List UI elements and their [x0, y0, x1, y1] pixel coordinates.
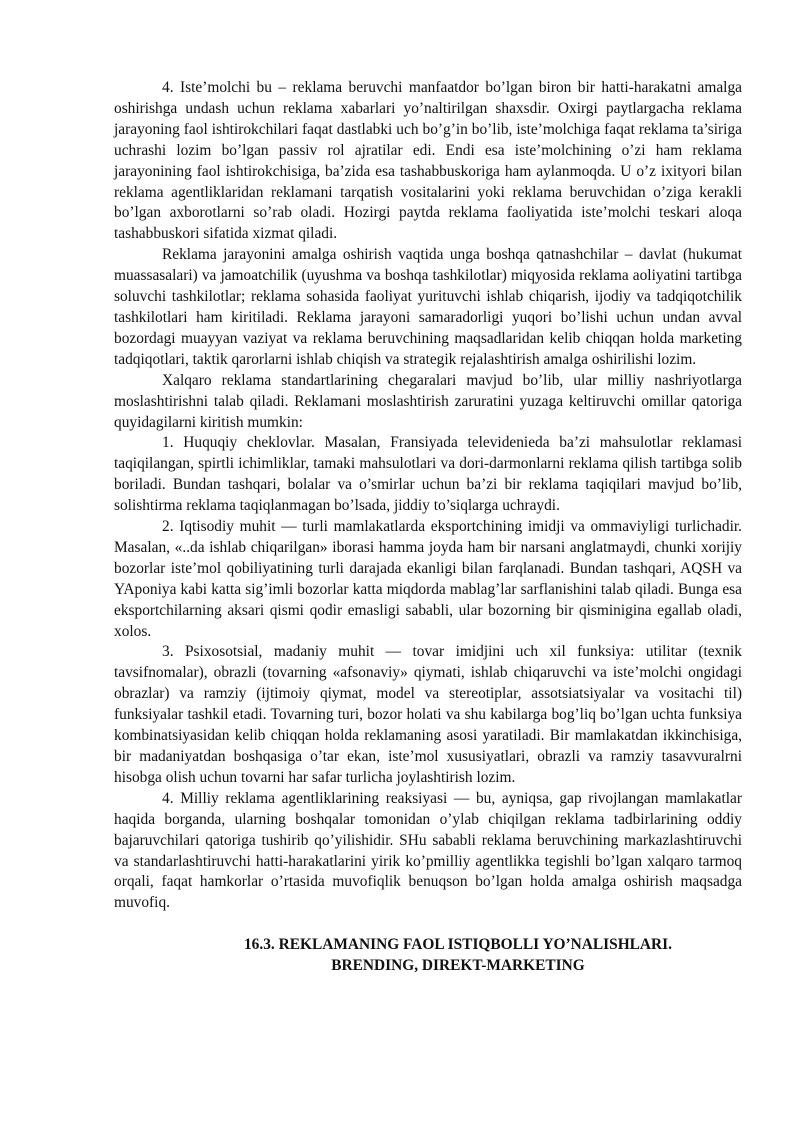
paragraph-economic-environment: 2. Iqtisodiy muhit — turli mamlakatlarda eksportchining imidji va ommaviyligi turlichadir. Masalan, «..da ishlab chiqarilgan» iborasi hamma joyda ham bir narsani anglatmaydi, chunki xorijiy bozorlar iste’mol qobiliyatining turli darajada ekanligi bilan farqlanadi. Bundan tashqari, AQSH va YAponiya kabi katta sig’imli bozorlar katta miqdorda mablag’lar sarflanishini talab qiladi. Bunga esa eksportchilarning aksari qismi qodir emasligi sababli, ular bozorning bir qisminigina egallab oladi, xolos. [114, 518, 742, 640]
paragraph-consumer: 4. Iste’molchi bu – reklama beruvchi manfaatdor bo’lgan biron bir hatti-harakatni amalga oshirishga undash uchun reklama xabarlari yo’naltirilgan shaxsdir. Oxirgi paytlargacha reklama jarayoning faol ishtirokchilari faqat dastlabki uch bo’g’in bo’lib, iste’molchiga faqat reklama ta’siriga uchrashi lozim bo’lgan passiv rol ajratilar edi. Endi esa iste’molchining o’zi ham reklama jarayonining faol ishtirokchisiga, ba’zida esa tashabbuskoriga ham aylanmoqda. U o’z ixityori bilan reklama agentliklaridan reklamani tarqatish vositalarini yoki reklama beruvchidan o’ziga kerakli bo’lgan axborotlarni so’rab oladi. Hozirgi paytda reklama faoliyatida iste’molchi teskari aloqa tashabbuskori sifatida xizmat qiladi. [114, 79, 742, 243]
paragraph-process-participants: Reklama jarayonini amalga oshirish vaqtida unga boshqa qatnashchilar – davlat (hukumat muassasalari) va jamoatchilik (uyushma va boshqa tashkilotlar) miqyosida reklama aoliyatini tartibga soluvchi tashkilotlar; reklama sohasida faoliyat yurituvchi ishlab chiqarish, ijodiy va tadqiqotchilik tashkilotlari ham kiritiladi. Reklama jarayoni samaradorligi yuqori bo’lishi uchun undan avval bozordagi muayyan vaziyat va reklama beruvchining maqsadlaridan kelib chiqqan holda marketing tadqiqotlari, taktik qarorlarni ishlab chiqish va strategik rejalashtirish amalga oshirilishi lozim. [114, 246, 742, 368]
paragraph-psychosocial-environment: 3. Psixosotsial, madaniy muhit — tovar imidjini uch xil funksiya: utilitar (texnik tavsifnomalar), obrazli (tovarning «afsonaviy» qiymati, ishlab chiqaruvchi va iste’molchi ongidagi obrazlar) va ramziy (ijtimoiy qiymat, model va stereotiplar, assotsiatsiyalar va vositachi til) funksiyalar tashkil etadi. Tovarning turi, bozor holati va shu kabilarga bog’liq bo’lgan uchta funksiya kombinatsiyasidan kelib chiqqan holda reklamaning asosi yaratiladi. Bir mamlakatdan ikkinchisiga, bir madaniyatdan boshqasiga o’tar ekan, iste’mol xususiyatlari, obrazli va ramziy tasavvuralrni hisobga olish uchun tovarni har safar turlicha joylashtirish lozim. [114, 643, 742, 786]
section-heading [114, 935, 742, 976]
section-heading-line-1: 16.3. REKLAMANING FAOL ISTIQBOLLI YO’NALISHLARI. [243, 936, 672, 954]
section-heading-line-2: BRENDING, DIREKT-MARKETING [331, 956, 585, 974]
paragraph-legal-restrictions: 1. Huquqiy cheklovlar. Masalan, Fransiyada televidenieda ba’zi mahsulotlar reklamasi taqiqilangan, spirtli ichimliklar, tamaki mahsulotlari va dori-darmonlarni reklama qilish tartibga solib boriladi. Bundan tashqari, bolalar va o’smirlar uchun ba’zi bir reklama taqiqilari mavjud bo’lib, solishtirma reklama taqiqlanmagan bo’lsada, jiddiy to’siqlarga uchraydi. [114, 434, 742, 515]
paragraph-national-agencies: 4. Milliy reklama agentliklarining reaksiyasi — bu, ayniqsa, gap rivojlangan mamlakatlar haqida borganda, ularning boshqalar tomonidan o’ylab chiqilgan reklama tadbirlarining oddiy bajaruvchilari qatoriga tushirib qo’yilishidir. SHu sababli reklama beruvchining markazlashtiruvchi va standarlashtiruvchi hatti-harakatlarini yirik ko’pmilliy agentlikka tegishli bo’lgan xalqaro tarmoq orqali, faqat hamkorlar o’rtasida muvofiqlik benuqson bo’lgan holda amalga oshirish maqsadga muvofiq. [114, 789, 742, 912]
paragraph-international-standards: Xalqaro reklama standartlarining chegaralari mavjud bo’lib, ular milliy nashriyotlarga moslashtirishni talab qiladi. Reklamani moslashtirish zaruratini yuzaga keltiruvchi omillar qatoriga quyidagilarni kiritish mumkin: [114, 371, 742, 431]
